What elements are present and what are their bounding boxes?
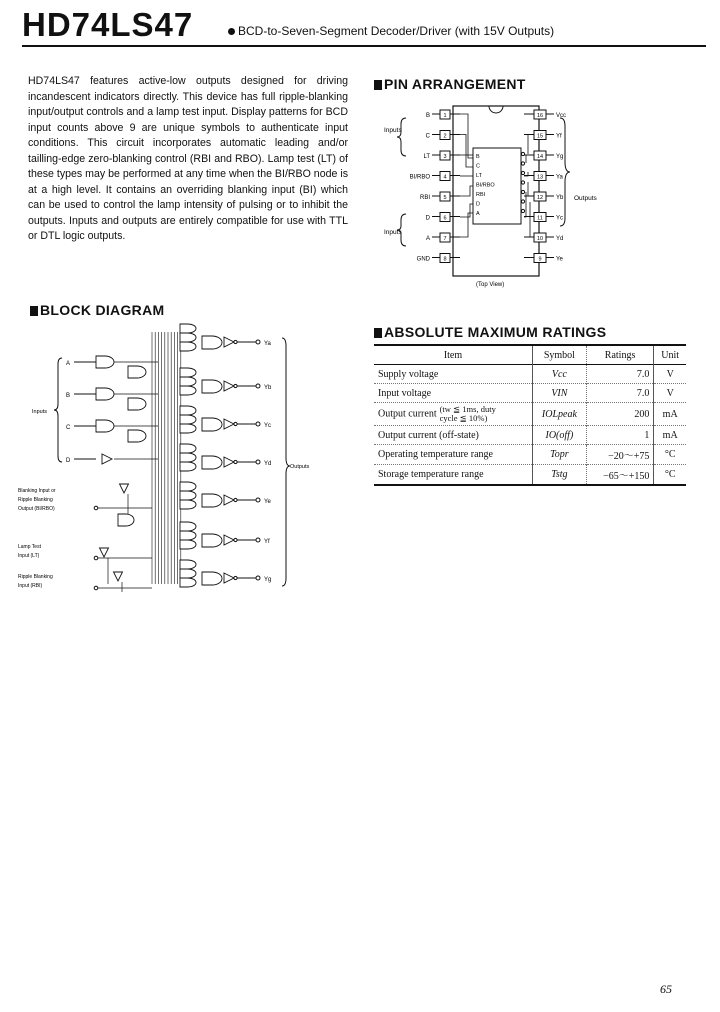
decoder-pin-label: LT bbox=[476, 173, 483, 179]
pin-label-left: B bbox=[425, 113, 430, 119]
input-gate bbox=[128, 430, 146, 442]
pin-label-left: LT bbox=[423, 154, 430, 160]
control-input-label: Ripple Blanking bbox=[18, 574, 53, 580]
subtitle bbox=[228, 24, 554, 38]
internal-wire bbox=[460, 204, 473, 217]
decode-gate bbox=[180, 415, 196, 424]
internal-wire bbox=[524, 202, 530, 237]
decode-gate bbox=[180, 482, 196, 491]
square-bullet-icon bbox=[374, 80, 382, 90]
pin-label-right: Ya bbox=[556, 174, 563, 181]
decode-gate bbox=[180, 569, 196, 578]
bullet-icon bbox=[228, 28, 235, 35]
rating-item-text: Supply voltage bbox=[378, 368, 439, 380]
input-gate bbox=[96, 420, 114, 432]
decode-gate bbox=[180, 377, 196, 386]
pin-number: 6 bbox=[443, 215, 447, 222]
block-output-label: Ye bbox=[264, 499, 271, 505]
output-terminal bbox=[256, 576, 260, 580]
decode-gate bbox=[180, 491, 196, 500]
input-gate bbox=[96, 388, 114, 400]
decode-gate bbox=[180, 333, 196, 342]
decode-gate bbox=[180, 522, 196, 531]
pin-number: 3 bbox=[443, 154, 447, 160]
subtitle-text: BCD-to-Seven-Segment Decoder/Driver (with 15V Outputs) bbox=[238, 24, 555, 38]
or-gate bbox=[202, 572, 222, 585]
header-rule bbox=[22, 45, 706, 47]
control-input-label: Ripple Blanking bbox=[18, 497, 53, 503]
ratings-row bbox=[374, 465, 686, 486]
output-terminal bbox=[256, 384, 260, 388]
ratings-row bbox=[374, 445, 686, 465]
output-driver bbox=[224, 381, 234, 391]
square-bullet-icon bbox=[30, 306, 38, 316]
block-output-label: Yf bbox=[264, 539, 270, 545]
or-gate bbox=[202, 336, 222, 349]
intro-paragraph: HD74LS47 features active-low outputs designed for driving incandescent indicators directly. This device has full ripple-blanking input/output controls and a lamp test input. Display patterns for BCD input counts above 9 are unique symbols to authenticate input conditions. This circuit incorporates automatic leading and/or tailling-edge zero-blanking control (RBI and RBO). Lamp test (LT) of these types may be performed at any time when the BI/RBO node is at a high level. It contains an overriding blanking input (BI) which can be used to control the lamp intensity of pulsing or to inhibit the outputs. Inputs and outputs are entirely compatible for use with TTL or DTL logic outputs. bbox=[28, 75, 348, 242]
block-output-label: Yd bbox=[264, 461, 272, 467]
output-bubble bbox=[521, 162, 524, 165]
ratings-row bbox=[374, 403, 686, 426]
pin-label-right: Yb bbox=[556, 195, 564, 201]
output-bubble bbox=[234, 538, 237, 541]
rating-item-text: Storage temperature range bbox=[378, 469, 484, 480]
control-terminal bbox=[94, 556, 98, 560]
rating-symbol: Topr bbox=[533, 445, 587, 465]
pin-label-left: RBI bbox=[419, 195, 430, 201]
part-number: HD74LS47 bbox=[22, 6, 194, 43]
pin-label-left: D bbox=[425, 215, 430, 222]
output-bubble bbox=[234, 422, 237, 425]
output-terminal bbox=[256, 340, 260, 344]
block-input-label: B bbox=[66, 393, 71, 399]
pin-number: 14 bbox=[536, 154, 544, 160]
package-notch bbox=[489, 106, 503, 113]
output-terminal bbox=[256, 498, 260, 502]
rating-item-text: Output current bbox=[378, 408, 437, 420]
decode-gate bbox=[180, 453, 196, 462]
pin-label-right: Yc bbox=[556, 215, 564, 222]
input-gate bbox=[128, 398, 146, 410]
or-gate bbox=[202, 534, 222, 547]
block-input-label: C bbox=[66, 425, 71, 431]
pin-outputs-label: Outputs bbox=[574, 195, 597, 202]
rating-item-text: Output current (off-state) bbox=[378, 429, 479, 441]
pin-label-right: Vcc bbox=[556, 113, 567, 119]
pin-label-left: A bbox=[425, 236, 430, 242]
block-output-label: Yc bbox=[264, 423, 272, 429]
ratings-row bbox=[374, 365, 686, 384]
pin-arrangement-heading bbox=[374, 76, 526, 92]
col-ratings: Ratings bbox=[586, 345, 654, 365]
decoder-pin-label: A bbox=[476, 211, 480, 217]
ratings-table bbox=[374, 344, 686, 486]
rating-value: 7.0 bbox=[586, 365, 654, 384]
rating-note-line2: cycle ≦ 10%) bbox=[439, 413, 488, 423]
input-gate bbox=[128, 366, 146, 378]
blanking-buffer bbox=[120, 484, 129, 493]
rating-item bbox=[374, 445, 533, 465]
block-diagram-heading-text: BLOCK DIAGRAM bbox=[40, 302, 165, 318]
rating-item bbox=[374, 465, 533, 486]
rating-value: 7.0 bbox=[586, 384, 654, 403]
pin-label-right: Yf bbox=[556, 133, 562, 140]
decode-gate bbox=[180, 444, 196, 453]
output-bubble bbox=[521, 181, 524, 184]
block-inputs-label: Inputs bbox=[32, 409, 47, 415]
pin-arrangement-diagram bbox=[384, 96, 618, 296]
or-gate bbox=[202, 456, 222, 469]
block-inputs-brace bbox=[54, 358, 62, 462]
blanking-gate bbox=[118, 514, 134, 526]
decode-gate bbox=[180, 540, 196, 549]
pin-label-right: Yg bbox=[556, 154, 564, 160]
rating-unit: mA bbox=[654, 403, 686, 426]
output-bubble bbox=[234, 460, 237, 463]
col-unit: Unit bbox=[654, 345, 686, 365]
rating-note bbox=[440, 405, 496, 423]
pin-number: 2 bbox=[443, 133, 447, 140]
output-driver bbox=[224, 535, 234, 545]
control-terminal bbox=[94, 506, 98, 510]
output-driver bbox=[224, 419, 234, 429]
pin-number: 11 bbox=[537, 215, 543, 222]
block-diagram bbox=[18, 322, 328, 604]
block-input-label: A bbox=[66, 361, 71, 367]
block-diagram-heading bbox=[30, 302, 164, 318]
output-terminal bbox=[256, 460, 260, 464]
page-number: 65 bbox=[660, 982, 672, 996]
pin-number: 8 bbox=[443, 256, 447, 263]
rating-symbol: VIN bbox=[533, 384, 587, 403]
output-driver bbox=[224, 573, 234, 583]
or-gate bbox=[202, 494, 222, 507]
pin-arrangement-heading-text: PIN ARRANGEMENT bbox=[384, 76, 526, 92]
rating-unit: V bbox=[654, 365, 686, 384]
pin-number: 15 bbox=[536, 133, 544, 140]
block-output-label: Ya bbox=[264, 341, 271, 347]
output-bubble bbox=[234, 576, 237, 579]
output-bubble bbox=[521, 171, 524, 174]
pin-inputs-label-bottom: Inputs bbox=[384, 229, 402, 236]
pin-number: 13 bbox=[536, 174, 544, 181]
or-gate bbox=[202, 418, 222, 431]
ratings-header-row bbox=[374, 345, 686, 365]
pin-number: 10 bbox=[536, 236, 544, 242]
rating-symbol: Tstg bbox=[533, 465, 587, 486]
decode-gate bbox=[180, 531, 196, 540]
pin-number: 1 bbox=[443, 113, 447, 119]
block-outputs-label: Outputs bbox=[290, 464, 310, 470]
control-terminal bbox=[94, 586, 98, 590]
rating-value: −65～+150 bbox=[586, 465, 654, 486]
input-gate bbox=[96, 356, 114, 368]
rating-item-text: Operating temperature range bbox=[378, 449, 493, 460]
internal-wire bbox=[460, 114, 473, 158]
control-input-label: Input (RBI) bbox=[18, 583, 43, 589]
pin-number: 12 bbox=[536, 195, 544, 201]
decode-gate bbox=[180, 578, 196, 587]
ratings-row bbox=[374, 384, 686, 403]
internal-wire bbox=[524, 135, 528, 155]
decode-gate bbox=[180, 368, 196, 377]
output-driver bbox=[224, 337, 234, 347]
rating-unit: °C bbox=[654, 465, 686, 486]
pin-label-left: C bbox=[425, 133, 430, 140]
control-input-label: Lamp Test bbox=[18, 544, 41, 550]
rating-item-text: Input voltage bbox=[378, 387, 432, 399]
output-driver bbox=[224, 457, 234, 467]
decode-gate bbox=[180, 424, 196, 433]
internal-wire bbox=[524, 155, 526, 163]
output-bubble bbox=[521, 209, 524, 212]
pin-label-left: BI/RBO bbox=[409, 174, 430, 181]
control-input-label: Output (BI/RBO) bbox=[18, 506, 55, 512]
or-gate bbox=[202, 380, 222, 393]
pin-number: 16 bbox=[536, 113, 544, 119]
square-bullet-icon bbox=[374, 328, 382, 338]
output-bubble bbox=[521, 190, 524, 193]
rating-item bbox=[374, 426, 533, 445]
ratings-heading-text: ABSOLUTE MAXIMUM RATINGS bbox=[384, 324, 607, 340]
rating-item bbox=[374, 384, 533, 403]
decode-gate bbox=[180, 342, 196, 351]
control-input-label: Input (LT) bbox=[18, 553, 40, 559]
rating-item bbox=[374, 365, 533, 384]
pin-label-right: Yd bbox=[556, 236, 564, 242]
col-item: Item bbox=[443, 349, 463, 361]
block-input-label: D bbox=[66, 458, 71, 464]
rating-unit: °C bbox=[654, 445, 686, 465]
output-terminal bbox=[256, 422, 260, 426]
decoder-pin-label: C bbox=[476, 163, 480, 170]
pin-inputs-label-top: Inputs bbox=[384, 127, 402, 134]
pin-label-left: GND bbox=[416, 256, 430, 263]
decode-gate bbox=[180, 406, 196, 415]
output-bubble bbox=[234, 384, 237, 387]
control-input-label: Blanking Input or bbox=[18, 488, 56, 494]
rating-unit: mA bbox=[654, 426, 686, 445]
block-outputs-brace bbox=[282, 338, 290, 586]
decode-gate bbox=[180, 500, 196, 509]
decoder-pin-label: RBI bbox=[476, 192, 486, 198]
col-symbol: Symbol bbox=[533, 345, 587, 365]
internal-wire bbox=[460, 135, 473, 168]
rating-value: 1 bbox=[586, 426, 654, 445]
output-bubble bbox=[521, 200, 524, 203]
output-driver bbox=[224, 495, 234, 505]
output-bubble bbox=[234, 340, 237, 343]
decoder-pin-label: B bbox=[476, 154, 480, 160]
pin-number: 4 bbox=[443, 174, 447, 181]
ratings-row bbox=[374, 426, 686, 445]
internal-wire bbox=[460, 186, 473, 196]
rating-symbol: IO(off) bbox=[533, 426, 587, 445]
inputs-brace-top bbox=[397, 118, 406, 156]
output-terminal bbox=[256, 538, 260, 542]
input-buffer bbox=[102, 454, 112, 464]
decode-gate bbox=[180, 462, 196, 471]
rating-item bbox=[374, 403, 533, 426]
lamp-test-buffer bbox=[100, 548, 109, 557]
decode-gate bbox=[180, 560, 196, 569]
rating-value: −20～+75 bbox=[586, 445, 654, 465]
decode-gate bbox=[180, 324, 196, 333]
ratings-heading bbox=[374, 324, 606, 340]
decoder-pin-label: BI/RBO bbox=[476, 182, 495, 189]
rating-symbol: IOLpeak bbox=[533, 403, 587, 426]
pin-label-right: Ye bbox=[556, 256, 563, 263]
rating-value: 200 bbox=[586, 403, 654, 426]
pin-number: 7 bbox=[443, 236, 447, 242]
rbi-buffer bbox=[114, 572, 123, 581]
rating-note-line1: (tw ≦ 1ms, duty bbox=[439, 404, 496, 414]
top-view-label: (Top View) bbox=[476, 282, 505, 288]
output-bubble bbox=[234, 498, 237, 501]
pin-number: 9 bbox=[538, 256, 542, 263]
pin-number: 5 bbox=[443, 195, 447, 201]
rating-symbol: Vcc bbox=[533, 365, 587, 384]
block-output-label: Yg bbox=[264, 577, 272, 583]
decode-gate bbox=[180, 386, 196, 395]
decoder-pin-label: D bbox=[476, 201, 480, 208]
rating-unit: V bbox=[654, 384, 686, 403]
block-output-label: Yb bbox=[264, 385, 272, 391]
